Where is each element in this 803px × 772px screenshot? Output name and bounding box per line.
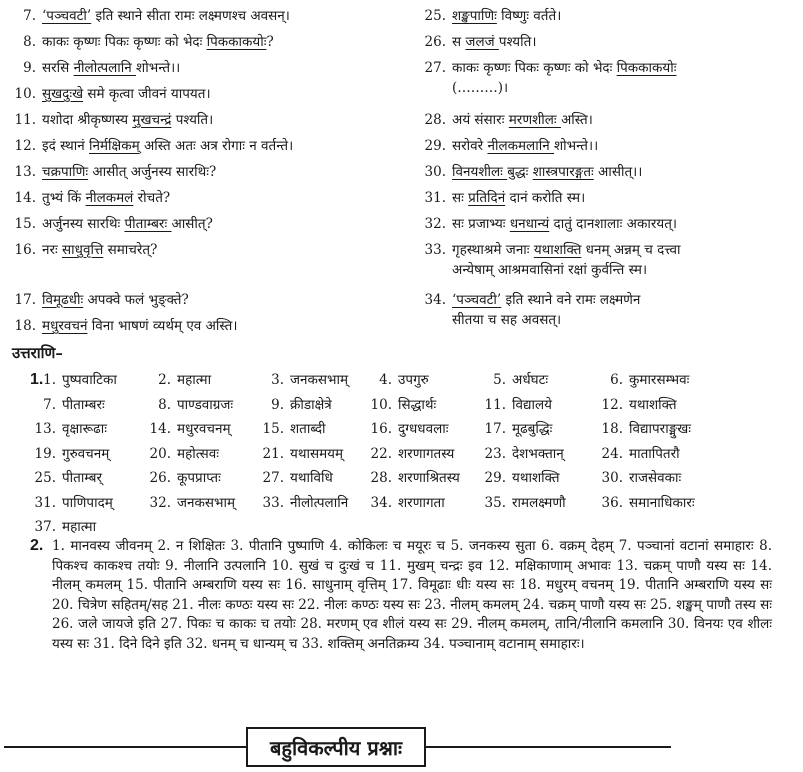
- question-number: 17.: [14, 292, 36, 308]
- answer-text: उपगुरु: [398, 372, 429, 388]
- question-text: समाचरेत्?: [103, 242, 158, 258]
- mcq-section-heading: [246, 727, 426, 767]
- question-text: आसीत् अर्जुनस्य सारथिः?: [88, 164, 217, 180]
- question-number: 31.: [424, 190, 446, 206]
- answer-number: 17.: [484, 421, 506, 437]
- answer-number: 14.: [149, 421, 171, 437]
- answer-text: महोत्सवः: [177, 445, 219, 462]
- answer-number: 9.: [271, 396, 284, 413]
- question-text: सः: [452, 190, 469, 206]
- answer-item: [480, 493, 566, 513]
- answer-section-2-text: 1. मानवस्य जीवनम् 2. न शिक्षितः 3. पीतानि पुष्पाणि 4. कोकिलः च मयूरः च 5. जनकस्य सुता 6. वक्रम् देहम् 7. पञ्चानां वटानां समाहारः 8. पिकश्च काकश्च तयोः 9. नीलानि उत्पलानि 10. सुखं च दुःखं च 11. मुखम् चन्द्रः इव 12. मक्षिकाणाम् अभावः 13. चक्रम् पाणौ यस्य सः 14. नीलम् कमलम् 15. पीतानि अम्बराणि यस्य सः 16. साधुनाम् वृत्तिम् 17. विमूढाः धीः यस्य सः 18. मधुरम् वचनम् 19. पीतानि अम्बराणि यस्य सः 20. चित्रेण सहितम्/सह 21. नीलः कण्ठः यस्य सः 22. नीलः कण्ठः यस्य सः 23. नीलम् कमलम् 24. चक्रम् पाणौ यस्य सः 25. शङ्खम् पाणौ तस्य सः 26. जले जायजे इति 27. पिकः च काकः च तयोः 28. मरणम् एव शीलं यस्य सः 29. नीलम् कमलम्, तानि/नीलानि कमलानि 30. विनयः एव शीलः यस्य सः 31. दिने दिने इति 32. धनम् च धान्यम् च 33. शक्तिम् अनतिक्रम्य 34. पञ्चानाम् वटानाम् समाहारः।: [52, 538, 772, 652]
- question-item: [420, 136, 598, 156]
- question-item: [10, 84, 211, 104]
- answer-number: 1.: [43, 372, 56, 388]
- question-text: बुद्धः: [507, 164, 533, 180]
- answer-number: 15.: [262, 421, 284, 437]
- question-text: इति स्थाने वने रामः लक्ष्मणेन: [501, 292, 641, 308]
- question-number: 25.: [424, 8, 446, 24]
- question-text: विना भाषणं व्यर्थम् एव अस्ति।: [87, 318, 238, 334]
- question-continuation: (………)।: [452, 80, 509, 96]
- answer-number: 8.: [158, 396, 171, 413]
- answers-heading: उत्तराणि–: [12, 344, 63, 362]
- answer-item: [366, 468, 460, 488]
- question-text: अस्ति।: [560, 112, 593, 128]
- answer-text: यथाशक्ति: [629, 396, 677, 413]
- question-number: 9.: [23, 60, 36, 76]
- question-text: रोचते?: [133, 190, 171, 206]
- answer-text: मूढबुद्धिः: [512, 421, 553, 437]
- answer-item: [30, 493, 113, 513]
- answer-text: समानाधिकारः: [629, 494, 695, 511]
- answer-number: 16.: [370, 421, 392, 437]
- answer-number: 25.: [34, 470, 56, 486]
- answer-number: 29.: [484, 470, 506, 486]
- answer-number: 21.: [262, 445, 284, 462]
- underlined-term: ‘पञ्चवटी’: [452, 292, 502, 308]
- answer-item: [480, 468, 560, 488]
- question-text: ?: [266, 34, 274, 50]
- answer-number: 3.: [271, 372, 284, 388]
- underlined-term: जलजं: [465, 34, 499, 50]
- question-item: [10, 240, 157, 260]
- question-text: सरोवरे: [452, 138, 488, 154]
- answer-number: 24.: [601, 445, 623, 462]
- question-text: इदं स्थानं: [42, 138, 89, 154]
- answer-number: 37.: [34, 519, 56, 535]
- question-text: शोभन्ते।।: [553, 138, 599, 154]
- question-item: [420, 214, 677, 234]
- answer-item: [258, 370, 348, 390]
- question-item: [10, 290, 189, 310]
- answer-item: [258, 395, 332, 415]
- answer-number: 22.: [370, 445, 392, 462]
- answer-text: शताब्दी: [290, 421, 326, 437]
- answer-text: यथाविधि: [290, 470, 333, 486]
- answer-text: मातापितरौ: [629, 445, 680, 462]
- question-number: 34.: [424, 292, 446, 308]
- answer-number: 18.: [601, 421, 623, 437]
- answer-item: [366, 419, 448, 439]
- question-item: [10, 58, 180, 78]
- answer-text: पाणिपादम्: [62, 494, 113, 511]
- question-item: [420, 188, 585, 208]
- question-continuation: अन्येषाम् आश्रमवासिनां रक्षां कुर्वन्ति स्म।: [452, 262, 648, 278]
- answer-number: 13.: [34, 421, 56, 437]
- question-item: [420, 32, 536, 52]
- answer-text: क्रीडाक्षेत्रे: [290, 396, 332, 413]
- answer-item: [480, 395, 552, 415]
- answer-text: सिद्धार्थः: [398, 396, 437, 413]
- answer-text: विद्यापराङ्मुखः: [629, 421, 692, 437]
- question-text: दानं करोति स्म।: [505, 190, 586, 206]
- answer-item: [145, 468, 221, 488]
- question-number: 29.: [424, 138, 446, 154]
- question-text: तुभ्यं किं: [42, 190, 86, 206]
- answer-text: पीताम्बर्: [62, 470, 102, 486]
- answer-number: 30.: [601, 470, 623, 486]
- answer-item: [30, 517, 96, 537]
- answer-item: [145, 395, 233, 415]
- question-item: [10, 316, 237, 336]
- question-item: [10, 136, 293, 156]
- question-text: आसीत्?: [171, 216, 213, 232]
- question-item: [10, 214, 213, 234]
- underlined-term: मरणशीलः: [508, 112, 561, 128]
- answer-text: जनकसभाम्: [290, 372, 349, 388]
- answer-text: यथासमयम्: [290, 445, 344, 462]
- underlined-term: मुखचन्द्रं: [132, 112, 172, 128]
- question-text: गृहस्थाश्रमे जनाः: [452, 242, 534, 258]
- question-text: पश्यति।: [498, 34, 537, 50]
- question-text: नरः: [42, 242, 63, 258]
- answer-item: [597, 493, 695, 513]
- answer-item: [30, 444, 109, 464]
- underlined-term: पिककाकयोः: [206, 34, 267, 50]
- underlined-term: नीलोत्पलानि: [73, 60, 137, 76]
- answer-number: 34.: [370, 494, 392, 511]
- answer-item: [30, 395, 105, 415]
- answer-section-1-label: 1.: [30, 371, 44, 388]
- answer-text: शरणाश्रितस्य: [398, 470, 460, 486]
- question-number: 27.: [424, 60, 446, 76]
- answer-text: कूपप्राप्तः: [177, 470, 221, 486]
- underlined-term: प्रतिदिनं: [468, 190, 506, 206]
- question-number: 11.: [14, 112, 36, 128]
- answer-item: [258, 419, 326, 439]
- answer-item: [366, 370, 429, 390]
- answer-text: जनकसभाम्: [177, 494, 236, 511]
- question-number: 28.: [424, 112, 446, 128]
- answer-item: [30, 419, 107, 439]
- answer-text: शरणागता: [398, 494, 445, 511]
- answer-text: दुग्धधवलाः: [398, 421, 449, 437]
- answer-text: वृक्षारूढाः: [62, 421, 107, 437]
- answer-item: [366, 395, 436, 415]
- answer-text: गुरुवचनम्: [62, 445, 110, 462]
- question-text: पश्यति।: [171, 112, 214, 128]
- answer-item: [480, 370, 548, 390]
- answer-number: 5.: [493, 372, 506, 388]
- answer-number: 12.: [601, 396, 623, 413]
- question-item: [420, 240, 680, 280]
- question-item: [420, 110, 593, 130]
- answer-text: महात्मा: [62, 519, 97, 535]
- answer-item: [366, 493, 445, 513]
- underlined-term: सुखदुःखे: [42, 86, 84, 102]
- question-number: 15.: [14, 216, 36, 232]
- answer-section-2-label: 2.: [30, 537, 44, 554]
- answer-number: 20.: [149, 445, 171, 462]
- question-text: सरसि: [42, 60, 74, 76]
- question-number: 33.: [424, 242, 446, 258]
- underlined-term: पीताम्बरः: [124, 216, 172, 232]
- answer-number: 7.: [43, 396, 56, 413]
- answer-number: 19.: [34, 445, 56, 462]
- answer-item: [258, 468, 333, 488]
- answer-text: अर्धघटः: [512, 372, 549, 388]
- question-number: 7.: [23, 8, 36, 24]
- answer-text: पीताम्बरः: [62, 396, 105, 413]
- underlined-term: ‘पञ्चवटी’: [42, 8, 92, 24]
- answer-number: 32.: [149, 494, 171, 511]
- answer-item: [145, 419, 231, 439]
- answer-text: पाण्डवाग्रजः: [177, 396, 234, 413]
- underlined-term: विनयशीलः: [452, 164, 508, 180]
- question-number: 13.: [14, 164, 36, 180]
- question-number: 32.: [424, 216, 446, 232]
- answer-item: [597, 370, 689, 390]
- answer-number: 27.: [262, 470, 284, 486]
- question-text: काकः कृष्णः पिकः कृष्णः को भेदः: [42, 34, 207, 50]
- answer-text: महात्मा: [177, 372, 212, 388]
- underlined-term: विमूढधीः: [42, 292, 84, 308]
- answer-item: [258, 444, 343, 464]
- underlined-term: साधुवृत्ति: [62, 242, 104, 258]
- question-text: यशोदा श्रीकृष्णस्य: [42, 112, 133, 128]
- answer-item: [366, 444, 454, 464]
- question-number: 8.: [23, 34, 36, 50]
- answer-item: [597, 468, 681, 488]
- underlined-term: चक्रपाणिः: [42, 164, 89, 180]
- answer-number: 28.: [370, 470, 392, 486]
- underlined-term: नीलकमलं: [85, 190, 134, 206]
- question-text: विष्णुः वर्तते।: [496, 8, 562, 24]
- answer-item: [145, 444, 219, 464]
- answer-text: पुष्पवाटिका: [62, 372, 117, 388]
- underlined-term: शङ्खपाणिः: [452, 8, 497, 24]
- answer-text: नीलोत्पलानि: [290, 494, 349, 511]
- question-text: सः प्रजाभ्यः: [452, 216, 510, 232]
- answer-number: 33.: [262, 494, 284, 511]
- question-item: [10, 188, 170, 208]
- answer-number: 4.: [379, 372, 392, 388]
- question-number: 30.: [424, 164, 446, 180]
- answer-number: 6.: [610, 372, 623, 388]
- question-text: समे कृत्वा जीवनं यापयत।: [83, 86, 211, 102]
- underlined-term: यथाशक्ति: [533, 242, 582, 258]
- answer-number: 35.: [484, 494, 506, 511]
- question-number: 12.: [14, 138, 36, 154]
- answer-text: यथाशक्ति: [512, 470, 560, 486]
- answer-number: 36.: [601, 494, 623, 511]
- answer-number: 23.: [484, 445, 506, 462]
- question-text: अस्ति अतः अत्र रोगाः न वर्तन्ते।: [139, 138, 294, 154]
- answer-item: [258, 493, 348, 513]
- question-text: आसीत्।।: [593, 164, 643, 180]
- question-number: 10.: [14, 86, 36, 102]
- question-item: [10, 6, 290, 26]
- answer-text: कुमारसम्भवः: [629, 372, 690, 388]
- question-text: अर्जुनस्य सारथिः: [42, 216, 125, 232]
- answer-item: [30, 370, 117, 390]
- question-item: [420, 6, 561, 26]
- underlined-term: धनधान्यं: [509, 216, 550, 232]
- answer-item: [597, 395, 677, 415]
- answer-text: शरणागतस्य: [398, 445, 455, 462]
- underlined-term: नीलकमलानि: [487, 138, 554, 154]
- answer-text: मधुरवचनम्: [177, 421, 231, 437]
- question-text: शोभन्ते।।: [136, 60, 181, 76]
- answer-item: [480, 444, 564, 464]
- answer-item: [145, 493, 235, 513]
- underlined-term: मधुरवचनं: [42, 318, 88, 334]
- answer-item: [480, 419, 552, 439]
- divider-left: [4, 746, 246, 748]
- answer-number: 10.: [370, 396, 392, 413]
- answer-number: 11.: [484, 396, 506, 413]
- question-item: [420, 58, 676, 98]
- question-text: काकः कृष्णः पिकः कृष्णः को भेदः: [452, 60, 617, 76]
- question-item: [10, 32, 274, 52]
- underlined-term: निर्मक्षिकम्: [88, 138, 140, 154]
- answer-text: विद्यालये: [512, 396, 552, 413]
- answer-text: देशभक्तान्: [512, 445, 564, 462]
- question-item: [10, 162, 216, 182]
- question-item: [420, 162, 642, 182]
- answer-number: 2.: [158, 372, 171, 388]
- underlined-term: पिककाकयोः: [616, 60, 677, 76]
- underlined-term: शास्त्रपारङ्गतः: [532, 164, 594, 180]
- question-text: दातुं दानशालाः अकारयत्।: [549, 216, 678, 232]
- question-item: [10, 110, 213, 130]
- question-number: 14.: [14, 190, 36, 206]
- mcq-heading-text: बहुविकल्पीय प्रश्नाः: [269, 735, 403, 760]
- answer-text: रामलक्ष्मणौ: [512, 494, 566, 511]
- answer-number: 26.: [149, 470, 171, 486]
- question-text: धनम् अन्नम् च दत्त्वा: [581, 242, 681, 258]
- divider-right: [426, 746, 671, 748]
- question-continuation: सीतया च सह अवसत्।: [452, 312, 562, 328]
- answer-text: राजसेवकाः: [629, 470, 682, 486]
- question-text: इति स्थाने सीता रामः लक्ष्मणश्च अवसन्।: [91, 8, 290, 24]
- answer-item: [597, 444, 680, 464]
- question-text: स: [452, 34, 466, 50]
- question-number: 26.: [424, 34, 446, 50]
- answer-item: [30, 468, 102, 488]
- question-number: 18.: [14, 318, 36, 334]
- question-text: अयं संसारः: [452, 112, 509, 128]
- question-text: अपक्वे फलं भुङ्क्ते?: [83, 292, 189, 308]
- question-number: 16.: [14, 242, 36, 258]
- answer-item: [597, 419, 691, 439]
- answer-number: 31.: [34, 494, 56, 511]
- answer-item: [145, 370, 211, 390]
- question-item: [420, 290, 640, 330]
